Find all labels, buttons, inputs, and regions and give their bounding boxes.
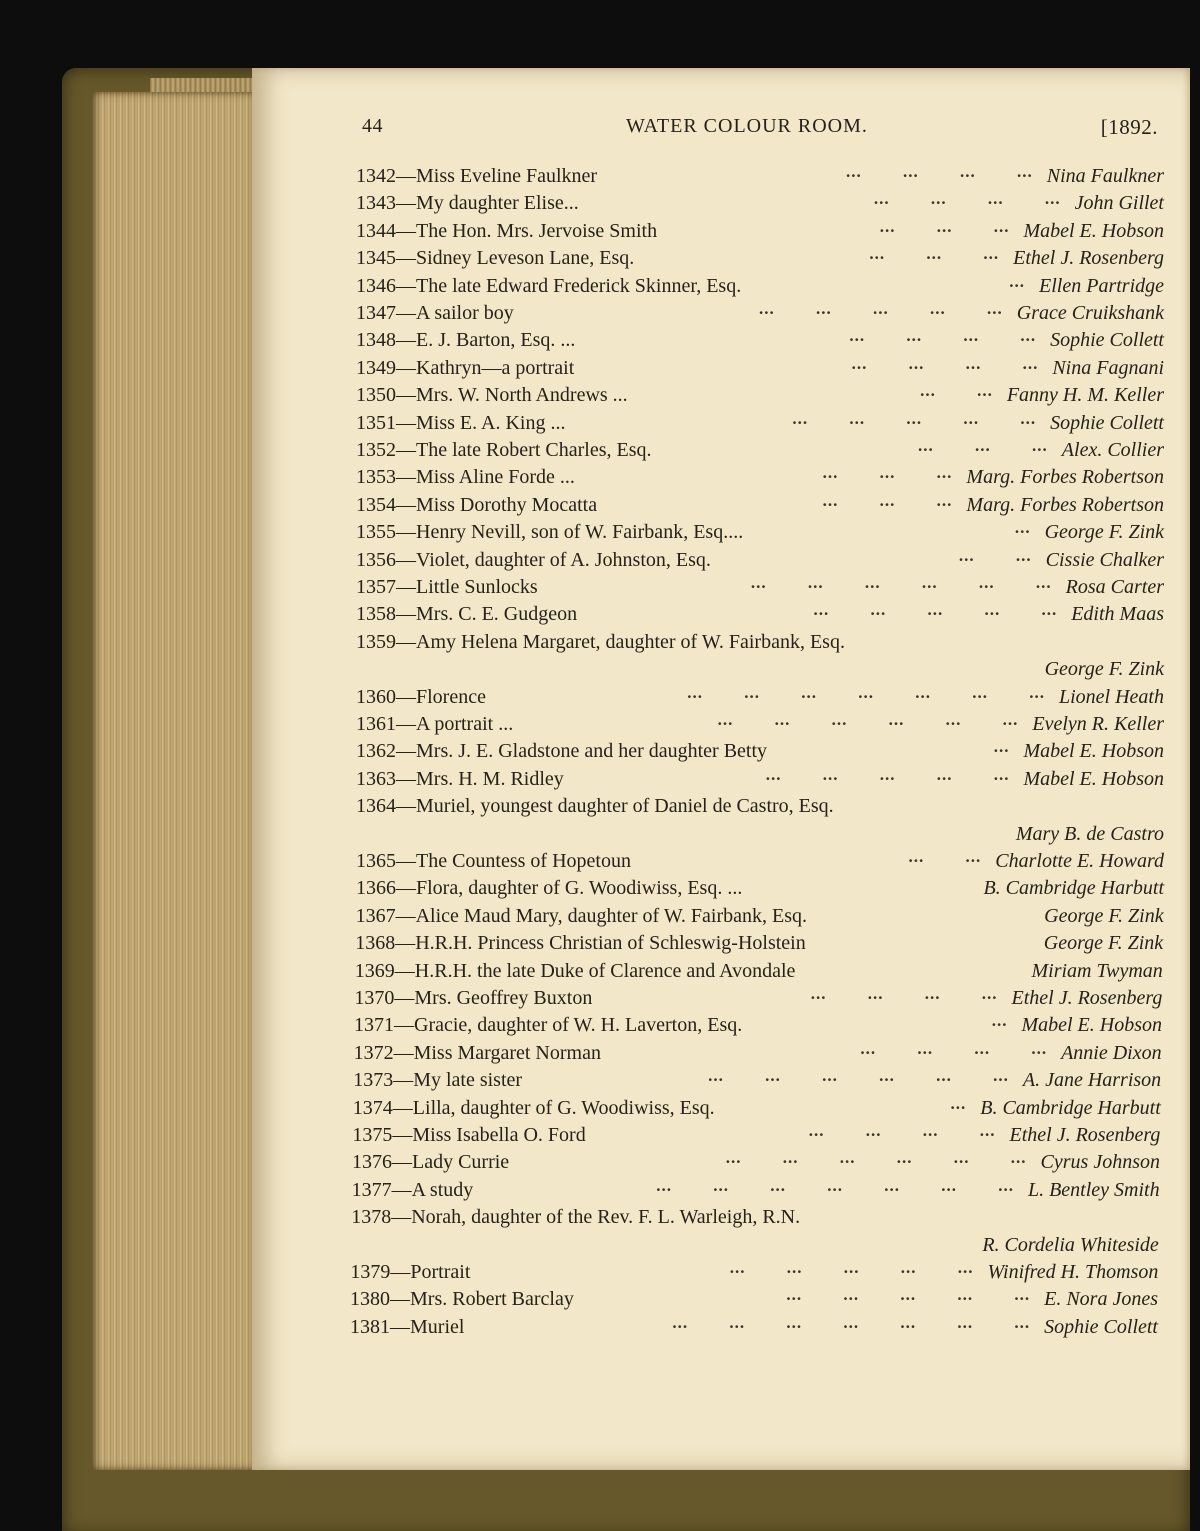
entry-artist: Charlotte E. Howard	[995, 850, 1164, 872]
entry-artist: R. Cordelia Whiteside	[982, 1233, 1159, 1256]
catalogue-entry	[356, 628, 1164, 656]
leader-dots: ... ... ... ... ... ... ...	[656, 1175, 1014, 1195]
entry-title: 1360—Florence	[356, 685, 486, 708]
catalogue-entry	[356, 765, 1164, 793]
catalogue-entry	[356, 874, 1164, 902]
page-edges	[92, 92, 262, 1470]
leader-dots: ... ... ... ...	[860, 1038, 1048, 1058]
entry-artist: Cyrus Johnson	[1040, 1151, 1160, 1174]
entry-title: 1344—The Hon. Mrs. Jervoise Smith	[356, 219, 658, 242]
entry-title: 1364—Muriel, youngest daughter of Daniel de Castro, Esq.	[356, 795, 834, 818]
leader-dots: ... ... ...	[822, 463, 953, 483]
entry-artist: Ethel J. Rosenberg	[1013, 247, 1164, 270]
entry-artist: Ellen Partridge	[1039, 274, 1164, 297]
leader-dots: ... ... ... ... ... ...	[725, 1148, 1027, 1168]
leader-dots: ...	[1014, 518, 1031, 538]
leader-dots: ... ...	[958, 545, 1032, 565]
catalogue-entry	[355, 929, 1163, 957]
catalogue-entry	[356, 354, 1164, 382]
catalogue-entry	[356, 463, 1164, 491]
entry-title: 1362—Mrs. J. E. Gladstone and her daughter Betty	[356, 740, 768, 763]
leader-dots: ...	[1009, 271, 1026, 291]
leader-dots: ... ... ... ... ... ...	[708, 1066, 1009, 1086]
entry-title: 1372—Miss Margaret Norman	[353, 1041, 601, 1064]
catalogue-entry	[356, 217, 1164, 245]
catalogue-entry	[356, 902, 1164, 930]
leader-dots: ... ... ... ... ... ... ...	[687, 682, 1045, 702]
leader-dots: ... ... ... ...	[810, 984, 998, 1003]
entry-artist: B. Cambridge Harbutt	[980, 1096, 1161, 1119]
leader-dots: ... ...	[908, 847, 982, 866]
entry-artist: Marg. Forbes Robertson	[966, 466, 1164, 489]
entry-artist: George F. Zink	[1044, 658, 1164, 681]
catalogue-entry	[356, 820, 1164, 848]
leader-dots: ... ... ...	[822, 490, 953, 510]
entry-artist: Sophie Collett	[1044, 1315, 1158, 1338]
leader-dots: ... ...	[920, 381, 993, 401]
entry-artist: Evelyn R. Keller	[1032, 713, 1164, 735]
leader-dots: ...	[993, 737, 1010, 757]
catalogue-entry	[350, 1313, 1158, 1341]
entry-title: 1342—Miss Eveline Faulkner	[356, 165, 598, 187]
entry-artist: Sophie Collett	[1050, 329, 1164, 352]
page-year: [1892.	[1100, 115, 1158, 139]
entry-title: 1357—Little Sunlocks	[356, 576, 538, 598]
leader-dots: ... ... ... ...	[849, 326, 1037, 346]
catalogue-entry	[353, 1094, 1161, 1122]
entry-title: 1376—Lady Currie	[352, 1151, 510, 1174]
catalogue-entry	[356, 189, 1164, 217]
entry-title: 1363—Mrs. H. M. Ridley	[356, 767, 564, 790]
catalogue-entry	[352, 1176, 1160, 1204]
catalogue-entry	[356, 792, 1164, 820]
leader-dots: ... ... ... ...	[851, 353, 1039, 373]
entry-artist: Mabel E. Hobson	[1021, 1014, 1162, 1037]
entry-artist: L. Bentley Smith	[1027, 1178, 1160, 1201]
leader-dots: ... ... ... ... ...	[813, 600, 1058, 620]
entry-title: 1381—Muriel	[350, 1315, 465, 1338]
entry-title: 1351—Miss E. A. King ...	[356, 411, 566, 434]
entry-title: 1368—H.R.H. Princess Christian of Schleswig-Holstein	[355, 932, 806, 955]
entry-artist: Nina Faulkner	[1046, 165, 1164, 187]
leader-dots: ...	[991, 1011, 1008, 1031]
entry-artist: Mabel E. Hobson	[1023, 219, 1164, 242]
entry-artist: Mary B. de Castro	[1015, 822, 1164, 845]
leader-dots: ... ... ... ...	[873, 189, 1061, 209]
leader-dots: ... ... ...	[869, 244, 1000, 264]
entry-artist: B. Cambridge Harbutt	[983, 877, 1164, 900]
entry-title: 1373—My late sister	[353, 1069, 523, 1092]
entry-artist: Cissie Chalker	[1045, 548, 1164, 571]
entry-artist: E. Nora Jones	[1044, 1288, 1158, 1311]
catalogue-entry	[356, 491, 1164, 519]
entry-title: 1361—A portrait ...	[356, 713, 514, 735]
leader-dots: ... ... ...	[918, 436, 1048, 455]
entry-title: 1375—Miss Isabella O. Ford	[352, 1124, 586, 1146]
catalogue-entry	[355, 957, 1163, 985]
catalogue-entry	[350, 1258, 1158, 1286]
entry-title: 1349—Kathryn—a portrait	[356, 356, 575, 379]
entry-artist: Mabel E. Hobson	[1023, 767, 1164, 790]
catalogue-entry	[356, 518, 1164, 546]
entry-title: 1378—Norah, daughter of the Rev. F. L. Warleigh, R.N.	[351, 1206, 801, 1229]
running-header	[362, 115, 1162, 143]
entry-title: 1374—Lilla, daughter of G. Woodiwiss, Esq.	[352, 1096, 715, 1119]
entry-title: 1354—Miss Dorothy Mocatta	[356, 493, 598, 516]
leader-dots: ... ... ...	[879, 216, 1010, 236]
leader-dots: ... ... ... ... ...	[786, 1285, 1031, 1305]
catalogue-entry	[354, 984, 1162, 1012]
entry-title: 1343—My daughter Elise...	[356, 192, 579, 215]
entry-artist: A. Jane Harrison	[1022, 1069, 1162, 1092]
entry-title: 1346—The late Edward Frederick Skinner, Esq.	[356, 274, 742, 297]
entry-title: 1370—Mrs. Geoffrey Buxton	[354, 987, 593, 1009]
catalogue-entry	[356, 710, 1164, 738]
catalogue-entry	[351, 1203, 1159, 1231]
entry-artist: Nina Fagnani	[1052, 356, 1164, 379]
entry-artist: John Gillet	[1074, 192, 1164, 215]
entry-artist: Winifred H. Thomson	[987, 1261, 1159, 1283]
entry-artist: Marg. Forbes Robertson	[966, 493, 1164, 516]
entry-title: 1347—A sailor boy	[356, 302, 514, 324]
leader-dots: ... ... ... ... ...	[759, 299, 1003, 318]
catalogue-entry	[356, 436, 1164, 464]
entry-artist: Ethel J. Rosenberg	[1009, 1124, 1161, 1146]
catalogue-entry	[356, 600, 1164, 628]
entry-title: 1367—Alice Maud Mary, daughter of W. Fairbank, Esq.	[355, 904, 807, 927]
entry-title: 1352—The late Robert Charles, Esq.	[356, 439, 652, 461]
leader-dots: ... ... ... ... ... ...	[750, 573, 1052, 592]
entry-title: 1353—Miss Aline Forde ...	[356, 466, 575, 489]
entry-artist: Miriam Twyman	[1031, 959, 1163, 982]
entry-title: 1365—The Countess of Hopetoun	[356, 850, 631, 872]
entry-title: 1355—Henry Nevill, son of W. Fairbank, Esq....	[356, 521, 744, 544]
entry-title: 1379—Portrait	[350, 1261, 471, 1283]
entry-artist: Annie Dixon	[1061, 1041, 1162, 1064]
entry-artist: Sophie Collett	[1050, 411, 1164, 434]
entry-artist: George F. Zink	[1044, 521, 1164, 544]
entry-title: 1358—Mrs. C. E. Gudgeon	[356, 603, 578, 626]
entry-title: 1366—Flora, daughter of G. Woodiwiss, Esq. ...	[356, 877, 743, 900]
leader-dots: ... ... ... ... ... ... ...	[672, 1312, 1031, 1332]
entry-artist: George F. Zink	[1044, 904, 1164, 927]
entry-artist: Ethel J. Rosenberg	[1011, 987, 1163, 1009]
page-number: 44	[362, 115, 383, 137]
entry-title: 1371—Gracie, daughter of W. H. Laverton, Esq.	[354, 1014, 743, 1037]
entry-artist: Grace Cruikshank	[1016, 302, 1164, 324]
entry-title: 1345—Sidney Leveson Lane, Esq.	[356, 247, 635, 270]
leader-dots: ... ... ... ... ...	[765, 764, 1010, 784]
entry-title: 1348—E. J. Barton, Esq. ...	[356, 329, 576, 352]
leader-dots: ... ... ... ...	[808, 1121, 996, 1140]
entry-title: 1377—A study	[351, 1178, 474, 1201]
entry-artist: Fanny H. M. Keller	[1006, 384, 1164, 407]
entry-artist: George F. Zink	[1043, 932, 1164, 955]
entry-artist: Mabel E. Hobson	[1023, 740, 1164, 763]
entry-title: 1369—H.R.H. the late Duke of Clarence and Avondale	[354, 959, 796, 982]
entry-artist: Edith Maas	[1071, 603, 1164, 626]
entry-title: 1350—Mrs. W. North Andrews ...	[356, 384, 628, 407]
entry-title: 1359—Amy Helena Margaret, daughter of W. Fairbank, Esq.	[356, 630, 845, 653]
leader-dots: ... ... ... ... ...	[792, 408, 1037, 428]
catalogue-entry	[356, 326, 1164, 354]
page-title: WATER COLOUR ROOM.	[626, 115, 868, 137]
catalogue-entry	[353, 1066, 1161, 1094]
catalogue-entry	[356, 847, 1164, 875]
entry-artist: Rosa Carter	[1065, 576, 1164, 598]
leader-dots: ... ... ... ... ...	[729, 1258, 974, 1277]
catalogue-entry	[356, 737, 1164, 765]
catalogue-entry	[356, 299, 1164, 327]
catalogue-entry	[356, 381, 1164, 409]
leader-dots: ... ... ... ...	[846, 162, 1033, 181]
leader-dots: ...	[950, 1093, 967, 1113]
entry-artist: Lionel Heath	[1059, 685, 1164, 708]
entry-artist: Alex. Collier	[1061, 439, 1164, 461]
leader-dots: ... ... ... ... ... ...	[717, 710, 1019, 729]
entry-title: 1380—Mrs. Robert Barclay	[350, 1288, 574, 1311]
entry-title: 1356—Violet, daughter of A. Johnston, Esq.	[356, 548, 711, 571]
catalogue-entry	[356, 244, 1164, 272]
